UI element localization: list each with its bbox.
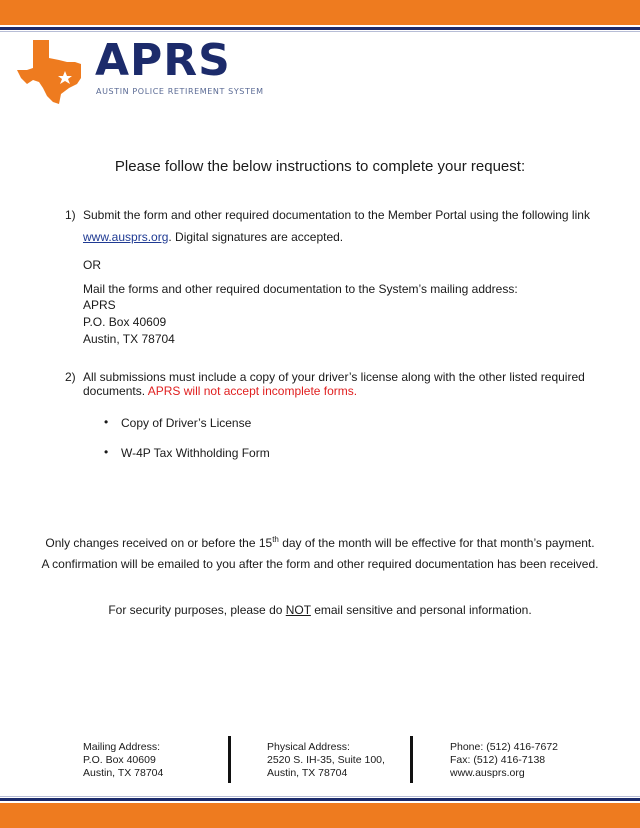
step-1-line-1: Submit the form and other required documentation to the Member Portal using the following link xyxy=(83,208,590,222)
brand-subtitle: AUSTIN POLICE RETIREMENT SYSTEM xyxy=(96,87,264,96)
footer-fax: Fax: (512) 416-7138 xyxy=(450,754,546,766)
effective-sup: th xyxy=(272,535,279,544)
security-note xyxy=(0,603,640,617)
effective-date-note xyxy=(0,535,640,550)
address-line: Austin, TX 78704 xyxy=(83,332,175,346)
step-1-line-2-text: . Digital signatures are accepted. xyxy=(168,230,344,244)
step-2-line-2-text: documents. xyxy=(83,384,146,398)
texas-star-icon xyxy=(15,38,93,106)
address-line: P.O. Box 40609 xyxy=(83,315,167,329)
list-item: Copy of Driver’s License xyxy=(121,416,252,430)
footer-mailing-address xyxy=(83,741,163,780)
footer-line: Mailing Address: xyxy=(83,741,161,753)
footer-divider xyxy=(410,736,413,783)
brand-name: APRS xyxy=(95,35,231,86)
top-thin-rule xyxy=(0,31,640,32)
step-2-line-2 xyxy=(83,384,357,398)
mail-instruction: Mail the forms and other required documentation to the System’s mailing address: xyxy=(83,282,518,296)
bottom-thin-rule xyxy=(0,796,640,797)
or-label: OR xyxy=(83,258,101,272)
footer-line: Physical Address: xyxy=(267,741,350,753)
footer-line: Austin, TX 78704 xyxy=(83,767,164,779)
footer-website-link[interactable]: www.ausprs.org xyxy=(450,767,525,779)
step-1-number: 1) xyxy=(65,208,76,222)
footer-line: P.O. Box 40609 xyxy=(83,754,156,766)
footer-physical-address xyxy=(267,741,385,780)
address-line: APRS xyxy=(83,298,116,312)
effective-post: day of the month will be effective for that month’s payment. xyxy=(278,536,595,550)
step-2-number: 2) xyxy=(65,370,76,384)
effective-pre: Only changes received on or before the 15 xyxy=(45,536,273,550)
security-pre: For security purposes, please do xyxy=(108,603,286,617)
bullet-icon: • xyxy=(104,445,109,459)
confirmation-note: A confirmation will be emailed to you after the form and other required documentation has been received. xyxy=(41,557,599,571)
security-post: email sensitive and personal information. xyxy=(310,603,532,617)
footer-phone: Phone: (512) 416-7672 xyxy=(450,741,558,753)
footer-divider xyxy=(228,736,231,783)
incomplete-warning: APRS will not accept incomplete forms. xyxy=(147,384,358,398)
step-2-line-1: All submissions must include a copy of your driver’s license along with the other listed required xyxy=(83,370,585,384)
bottom-orange-band xyxy=(0,803,640,828)
bullet-icon: • xyxy=(104,415,109,429)
step-1-line-2 xyxy=(83,230,343,244)
page-heading: Please follow the below instructions to complete your request: xyxy=(114,158,526,175)
list-item: W-4P Tax Withholding Form xyxy=(121,446,270,460)
portal-link[interactable]: www.ausprs.org xyxy=(83,230,169,244)
security-not: NOT xyxy=(285,603,311,617)
footer-contact xyxy=(450,741,558,780)
top-orange-band xyxy=(0,0,640,25)
top-navy-rule xyxy=(0,27,640,30)
footer-line: Austin, TX 78704 xyxy=(267,767,348,779)
footer-line: 2520 S. IH-35, Suite 100, xyxy=(267,754,385,766)
bottom-navy-rule xyxy=(0,798,640,801)
